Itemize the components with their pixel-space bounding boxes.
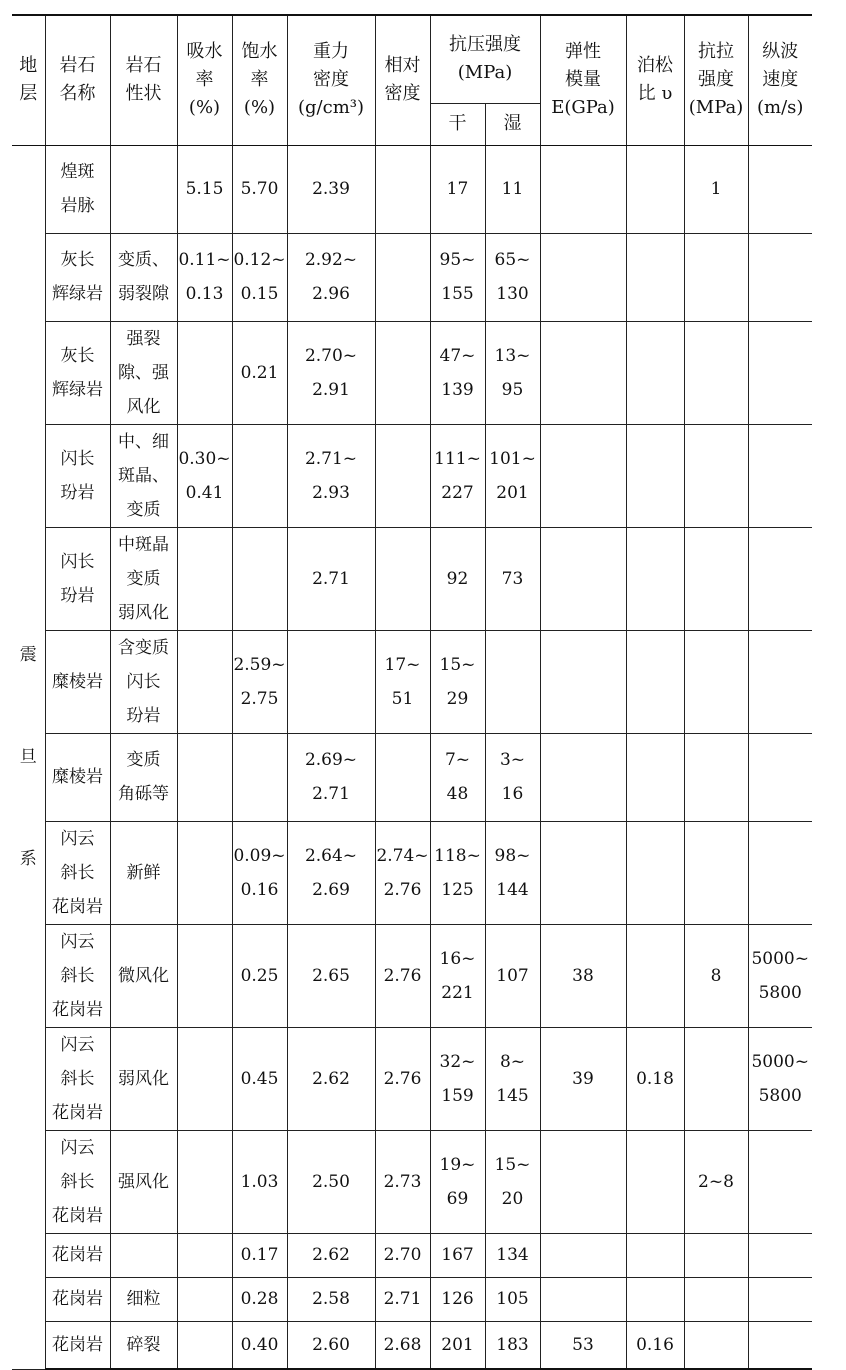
wave-velocity-cell bbox=[748, 1233, 812, 1277]
wave-velocity-cell bbox=[748, 527, 812, 630]
poisson-ratio-cell bbox=[626, 233, 684, 321]
absorption-cell: 0.11~ 0.13 bbox=[177, 233, 232, 321]
compressive-wet-cell: 98~ 144 bbox=[485, 821, 540, 924]
rock-property-cell bbox=[110, 145, 177, 233]
absorption-cell bbox=[177, 1233, 232, 1277]
rock-name-cell: 花岗岩 bbox=[45, 1277, 110, 1321]
poisson-ratio-cell bbox=[626, 424, 684, 527]
relative-density-cell bbox=[375, 733, 430, 821]
wave-velocity-cell bbox=[748, 821, 812, 924]
poisson-ratio-cell bbox=[626, 321, 684, 424]
gravity-density-cell: 2.60 bbox=[287, 1321, 375, 1369]
rock-properties-table bbox=[12, 14, 812, 1370]
rock-name-cell: 闪长 玢岩 bbox=[45, 527, 110, 630]
stratum-cell bbox=[12, 145, 45, 1369]
tensile-strength-cell bbox=[684, 527, 748, 630]
tensile-strength-cell bbox=[684, 424, 748, 527]
compressive-dry-cell: 126 bbox=[430, 1277, 485, 1321]
relative-density-cell bbox=[375, 145, 430, 233]
tensile-strength-cell bbox=[684, 1233, 748, 1277]
compressive-dry-cell: 118~ 125 bbox=[430, 821, 485, 924]
header-relative-density: 相对 密度 bbox=[375, 15, 430, 145]
table-body bbox=[12, 145, 812, 1369]
compressive-dry-cell: 32~ 159 bbox=[430, 1027, 485, 1130]
compressive-wet-cell bbox=[485, 630, 540, 733]
table-header bbox=[12, 15, 812, 145]
gravity-density-cell: 2.62 bbox=[287, 1233, 375, 1277]
rock-name-cell: 花岗岩 bbox=[45, 1233, 110, 1277]
compressive-wet-cell: 65~ 130 bbox=[485, 233, 540, 321]
poisson-ratio-cell: 0.16 bbox=[626, 1321, 684, 1369]
rock-name-cell: 闪云 斜长 花岗岩 bbox=[45, 1027, 110, 1130]
tensile-strength-cell bbox=[684, 1027, 748, 1130]
table-row bbox=[12, 233, 812, 321]
wave-velocity-cell bbox=[748, 733, 812, 821]
relative-density-cell: 2.68 bbox=[375, 1321, 430, 1369]
stratum-label: 震 旦 系 bbox=[19, 645, 37, 869]
compressive-dry-cell: 201 bbox=[430, 1321, 485, 1369]
compressive-wet-cell: 8~ 145 bbox=[485, 1027, 540, 1130]
relative-density-cell bbox=[375, 321, 430, 424]
relative-density-cell: 2.76 bbox=[375, 1027, 430, 1130]
rock-property-cell: 中、细 斑晶、 变质 bbox=[110, 424, 177, 527]
compressive-dry-cell: 17 bbox=[430, 145, 485, 233]
tensile-strength-cell bbox=[684, 821, 748, 924]
tensile-strength-cell bbox=[684, 1321, 748, 1369]
gravity-density-cell: 2.69~ 2.71 bbox=[287, 733, 375, 821]
tensile-strength-cell bbox=[684, 233, 748, 321]
saturated-absorption-cell: 0.45 bbox=[232, 1027, 287, 1130]
compressive-wet-cell: 101~ 201 bbox=[485, 424, 540, 527]
table-row bbox=[12, 527, 812, 630]
rock-name-cell: 糜棱岩 bbox=[45, 733, 110, 821]
gravity-density-cell: 2.65 bbox=[287, 924, 375, 1027]
absorption-cell bbox=[177, 527, 232, 630]
header-poisson-ratio: 泊松 比 υ bbox=[626, 15, 684, 145]
rock-name-cell: 煌斑 岩脉 bbox=[45, 145, 110, 233]
elastic-modulus-cell: 38 bbox=[540, 924, 626, 1027]
elastic-modulus-cell bbox=[540, 145, 626, 233]
relative-density-cell bbox=[375, 424, 430, 527]
rock-property-cell: 弱风化 bbox=[110, 1027, 177, 1130]
relative-density-cell: 2.74~ 2.76 bbox=[375, 821, 430, 924]
poisson-ratio-cell bbox=[626, 1277, 684, 1321]
compressive-wet-cell: 15~ 20 bbox=[485, 1130, 540, 1233]
relative-density-cell: 17~ 51 bbox=[375, 630, 430, 733]
poisson-ratio-cell bbox=[626, 1233, 684, 1277]
absorption-cell: 0.30~ 0.41 bbox=[177, 424, 232, 527]
poisson-ratio-cell bbox=[626, 145, 684, 233]
compressive-dry-cell: 95~ 155 bbox=[430, 233, 485, 321]
tensile-strength-cell bbox=[684, 630, 748, 733]
absorption-cell bbox=[177, 1321, 232, 1369]
wave-velocity-cell bbox=[748, 233, 812, 321]
poisson-ratio-cell: 0.18 bbox=[626, 1027, 684, 1130]
header-tensile-strength: 抗拉 强度 (MPa) bbox=[684, 15, 748, 145]
elastic-modulus-cell bbox=[540, 527, 626, 630]
wave-velocity-cell bbox=[748, 630, 812, 733]
relative-density-cell bbox=[375, 527, 430, 630]
gravity-density-cell: 2.71 bbox=[287, 527, 375, 630]
elastic-modulus-cell bbox=[540, 424, 626, 527]
absorption-cell bbox=[177, 924, 232, 1027]
poisson-ratio-cell bbox=[626, 924, 684, 1027]
saturated-absorption-cell bbox=[232, 733, 287, 821]
compressive-wet-cell: 105 bbox=[485, 1277, 540, 1321]
rock-name-cell: 闪云 斜长 花岗岩 bbox=[45, 1130, 110, 1233]
table-row bbox=[12, 821, 812, 924]
absorption-cell: 5.15 bbox=[177, 145, 232, 233]
poisson-ratio-cell bbox=[626, 733, 684, 821]
rock-name-cell: 闪长 玢岩 bbox=[45, 424, 110, 527]
saturated-absorption-cell: 0.09~ 0.16 bbox=[232, 821, 287, 924]
elastic-modulus-cell bbox=[540, 630, 626, 733]
tensile-strength-cell: 8 bbox=[684, 924, 748, 1027]
header-compressive-strength: 抗压强度 (MPa) bbox=[430, 15, 540, 103]
rock-property-cell: 变质 角砾等 bbox=[110, 733, 177, 821]
saturated-absorption-cell: 0.25 bbox=[232, 924, 287, 1027]
table-row bbox=[12, 1277, 812, 1321]
relative-density-cell: 2.76 bbox=[375, 924, 430, 1027]
poisson-ratio-cell bbox=[626, 821, 684, 924]
wave-velocity-cell bbox=[748, 145, 812, 233]
header-wet: 湿 bbox=[485, 103, 540, 145]
elastic-modulus-cell bbox=[540, 1130, 626, 1233]
rock-property-cell: 强风化 bbox=[110, 1130, 177, 1233]
wave-velocity-cell bbox=[748, 1321, 812, 1369]
compressive-dry-cell: 167 bbox=[430, 1233, 485, 1277]
absorption-cell bbox=[177, 733, 232, 821]
elastic-modulus-cell: 39 bbox=[540, 1027, 626, 1130]
table-row bbox=[12, 1130, 812, 1233]
tensile-strength-cell bbox=[684, 321, 748, 424]
header-gravity-density: 重力 密度 (g/cm³) bbox=[287, 15, 375, 145]
wave-velocity-cell bbox=[748, 1277, 812, 1321]
rock-name-cell: 灰长 辉绿岩 bbox=[45, 321, 110, 424]
table-row bbox=[12, 145, 812, 233]
gravity-density-cell: 2.62 bbox=[287, 1027, 375, 1130]
elastic-modulus-cell bbox=[540, 233, 626, 321]
table-row bbox=[12, 1233, 812, 1277]
compressive-wet-cell: 11 bbox=[485, 145, 540, 233]
absorption-cell bbox=[177, 1277, 232, 1321]
compressive-dry-cell: 7~ 48 bbox=[430, 733, 485, 821]
table-row bbox=[12, 321, 812, 424]
elastic-modulus-cell bbox=[540, 821, 626, 924]
saturated-absorption-cell: 1.03 bbox=[232, 1130, 287, 1233]
wave-velocity-cell bbox=[748, 424, 812, 527]
header-rock-name: 岩石 名称 bbox=[45, 15, 110, 145]
compressive-dry-cell: 19~ 69 bbox=[430, 1130, 485, 1233]
elastic-modulus-cell bbox=[540, 1233, 626, 1277]
absorption-cell bbox=[177, 1027, 232, 1130]
header-saturated-absorption: 饱水 率 (%) bbox=[232, 15, 287, 145]
header-rock-property: 岩石 性状 bbox=[110, 15, 177, 145]
rock-property-cell: 变质、 弱裂隙 bbox=[110, 233, 177, 321]
table-row bbox=[12, 924, 812, 1027]
poisson-ratio-cell bbox=[626, 630, 684, 733]
absorption-cell bbox=[177, 1130, 232, 1233]
saturated-absorption-cell: 0.40 bbox=[232, 1321, 287, 1369]
compressive-wet-cell: 107 bbox=[485, 924, 540, 1027]
saturated-absorption-cell bbox=[232, 527, 287, 630]
compressive-dry-cell: 15~ 29 bbox=[430, 630, 485, 733]
wave-velocity-cell: 5000~ 5800 bbox=[748, 924, 812, 1027]
saturated-absorption-cell: 0.28 bbox=[232, 1277, 287, 1321]
rock-property-cell bbox=[110, 1233, 177, 1277]
table-row bbox=[12, 424, 812, 527]
compressive-wet-cell: 3~ 16 bbox=[485, 733, 540, 821]
rock-property-cell: 微风化 bbox=[110, 924, 177, 1027]
rock-property-cell: 中斑晶 变质 弱风化 bbox=[110, 527, 177, 630]
saturated-absorption-cell: 2.59~ 2.75 bbox=[232, 630, 287, 733]
gravity-density-cell bbox=[287, 630, 375, 733]
rock-name-cell: 灰长 辉绿岩 bbox=[45, 233, 110, 321]
header-elastic-modulus: 弹性 模量 E(GPa) bbox=[540, 15, 626, 145]
rock-name-cell: 闪云 斜长 花岗岩 bbox=[45, 821, 110, 924]
rock-property-cell: 碎裂 bbox=[110, 1321, 177, 1369]
table-row bbox=[12, 630, 812, 733]
saturated-absorption-cell: 0.21 bbox=[232, 321, 287, 424]
poisson-ratio-cell bbox=[626, 527, 684, 630]
wave-velocity-cell bbox=[748, 321, 812, 424]
rock-name-cell: 花岗岩 bbox=[45, 1321, 110, 1369]
header-wave-velocity: 纵波 速度 (m/s) bbox=[748, 15, 812, 145]
compressive-wet-cell: 73 bbox=[485, 527, 540, 630]
compressive-dry-cell: 16~ 221 bbox=[430, 924, 485, 1027]
compressive-dry-cell: 47~ 139 bbox=[430, 321, 485, 424]
gravity-density-cell: 2.70~ 2.91 bbox=[287, 321, 375, 424]
tensile-strength-cell: 1 bbox=[684, 145, 748, 233]
relative-density-cell: 2.73 bbox=[375, 1130, 430, 1233]
relative-density-cell bbox=[375, 233, 430, 321]
absorption-cell bbox=[177, 321, 232, 424]
gravity-density-cell: 2.50 bbox=[287, 1130, 375, 1233]
header-absorption: 吸水 率 (%) bbox=[177, 15, 232, 145]
tensile-strength-cell bbox=[684, 733, 748, 821]
saturated-absorption-cell: 5.70 bbox=[232, 145, 287, 233]
compressive-dry-cell: 92 bbox=[430, 527, 485, 630]
table-row bbox=[12, 733, 812, 821]
gravity-density-cell: 2.71~ 2.93 bbox=[287, 424, 375, 527]
table-row bbox=[12, 1321, 812, 1369]
rock-name-cell: 闪云 斜长 花岗岩 bbox=[45, 924, 110, 1027]
saturated-absorption-cell: 0.12~ 0.15 bbox=[232, 233, 287, 321]
elastic-modulus-cell bbox=[540, 321, 626, 424]
elastic-modulus-cell: 53 bbox=[540, 1321, 626, 1369]
elastic-modulus-cell bbox=[540, 733, 626, 821]
rock-name-cell: 糜棱岩 bbox=[45, 630, 110, 733]
compressive-wet-cell: 183 bbox=[485, 1321, 540, 1369]
gravity-density-cell: 2.92~ 2.96 bbox=[287, 233, 375, 321]
compressive-wet-cell: 13~ 95 bbox=[485, 321, 540, 424]
tensile-strength-cell: 2~8 bbox=[684, 1130, 748, 1233]
wave-velocity-cell: 5000~ 5800 bbox=[748, 1027, 812, 1130]
header-stratum: 地 层 bbox=[12, 15, 45, 145]
wave-velocity-cell bbox=[748, 1130, 812, 1233]
compressive-wet-cell: 134 bbox=[485, 1233, 540, 1277]
saturated-absorption-cell: 0.17 bbox=[232, 1233, 287, 1277]
rock-property-cell: 含变质 闪长 玢岩 bbox=[110, 630, 177, 733]
rock-property-cell: 新鲜 bbox=[110, 821, 177, 924]
rock-property-cell: 细粒 bbox=[110, 1277, 177, 1321]
gravity-density-cell: 2.58 bbox=[287, 1277, 375, 1321]
tensile-strength-cell bbox=[684, 1277, 748, 1321]
saturated-absorption-cell bbox=[232, 424, 287, 527]
absorption-cell bbox=[177, 630, 232, 733]
relative-density-cell: 2.71 bbox=[375, 1277, 430, 1321]
rock-property-cell: 强裂 隙、强 风化 bbox=[110, 321, 177, 424]
compressive-dry-cell: 111~ 227 bbox=[430, 424, 485, 527]
table-row bbox=[12, 1027, 812, 1130]
elastic-modulus-cell bbox=[540, 1277, 626, 1321]
relative-density-cell: 2.70 bbox=[375, 1233, 430, 1277]
gravity-density-cell: 2.64~ 2.69 bbox=[287, 821, 375, 924]
gravity-density-cell: 2.39 bbox=[287, 145, 375, 233]
poisson-ratio-cell bbox=[626, 1130, 684, 1233]
absorption-cell bbox=[177, 821, 232, 924]
header-dry: 干 bbox=[430, 103, 485, 145]
